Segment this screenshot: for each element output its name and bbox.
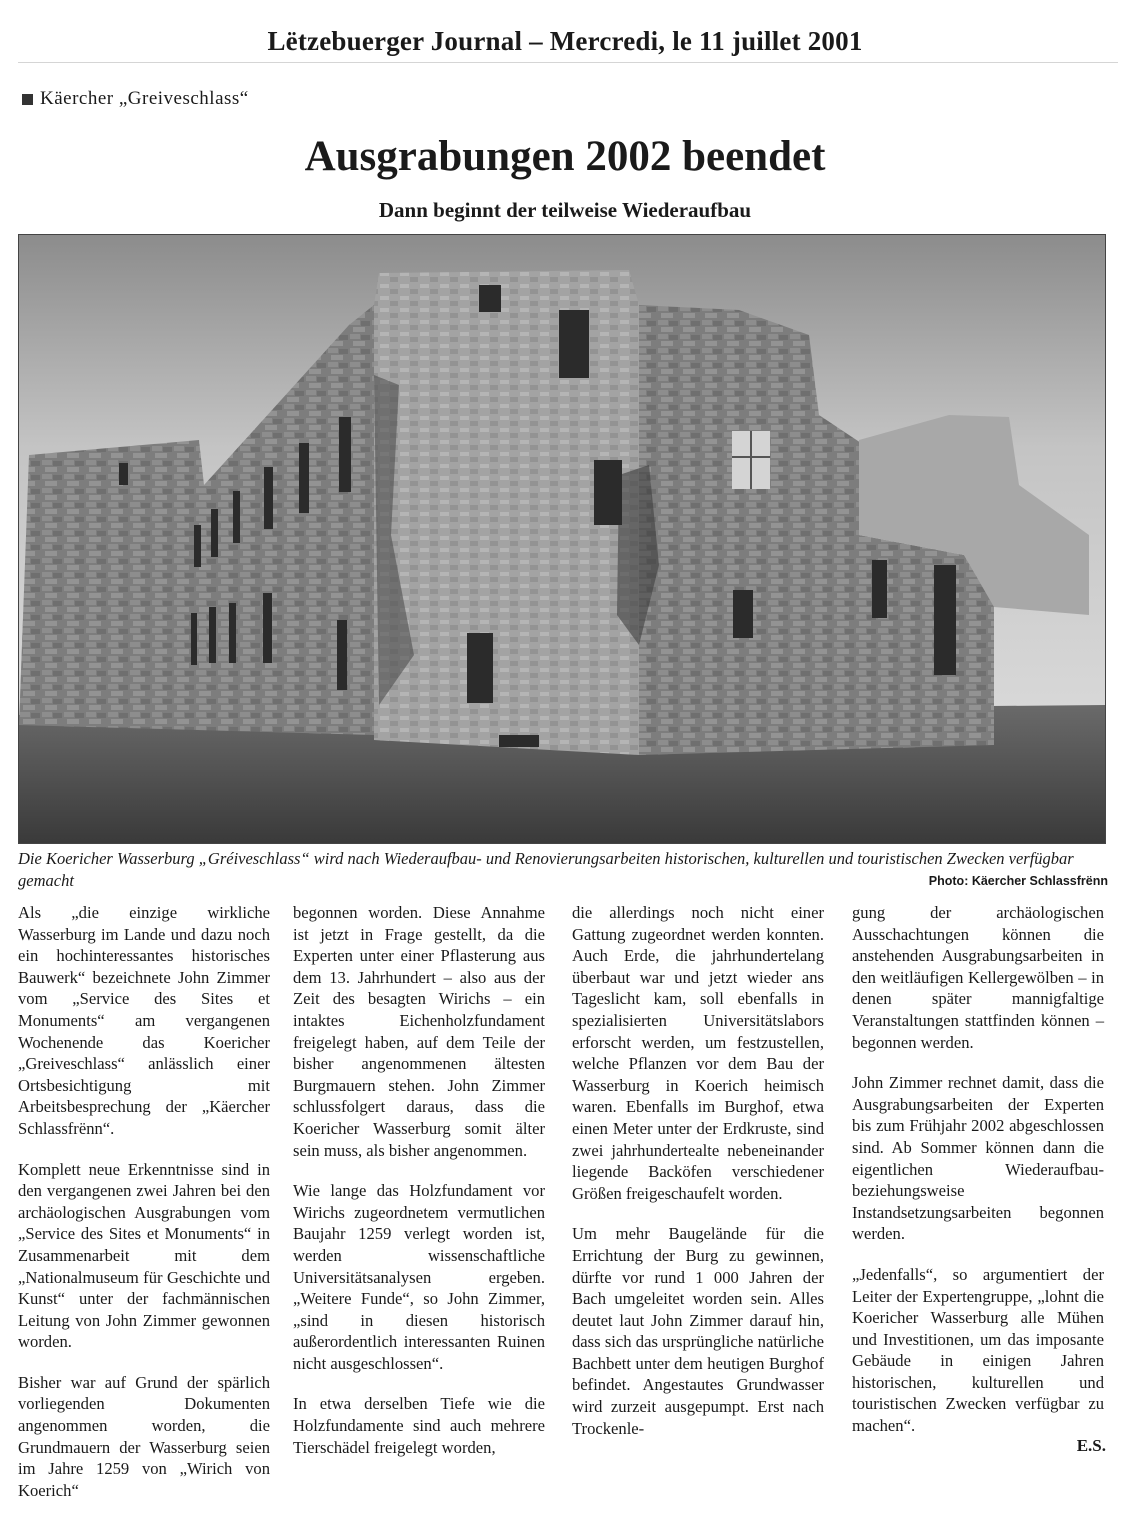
paragraph: Wie lange das Holzfundament vor Wirichs zugeordnetem vermutlichen Baujahr 1259 verlegt worden ist, werden wissenschaftliche Universitätsanalysen ergeben. „Weitere Funde“, so John Zimmer, „sind in diesen historisch außerordentlich interessanten Ruinen nicht ausgeschlossen“.	[293, 1181, 545, 1373]
headline: Ausgrabungen 2002 beendet	[304, 133, 826, 180]
photo-caption: Die Koericher Wasserburg „Gréiveschlass“ wird nach Wiederaufbau- und Renovierungsarbeiten historischen, kulturellen und touristischen Zwecken verfügbar gemacht	[18, 849, 1074, 890]
article-column-2	[293, 902, 545, 1477]
divider	[18, 62, 1118, 63]
paragraph: Bisher war auf Grund der spärlich vorliegenden Dokumenten angenommen worden, die Grundmauern der Wasserburg seien im Jahre 1259 von „Wirich von Koerich“	[18, 1372, 270, 1500]
paragraph: die allerdings noch nicht einer Gattung zugeordnet werden konnten. Auch Erde, die jahrhundertelang überbaut war und jetzt wieder ans Tageslicht kam, soll ebenfalls in spezialisierten Universitätslabors erforscht werden, um festzustellen, welche Pflanzen vor dem Bau der Wasserburg in Koerich heimisch waren. Ebenfalls im Burghof, etwa einen Meter unter der Erdkruste, sind zwei jahrhundertealte nebeneinander liegende Backöfen verschiedener Größen freigeschaufelt worden.	[572, 903, 824, 1203]
masthead: Lëtzebuerger Journal – Mercredi, le 11 juillet 2001	[267, 26, 863, 56]
article-column-4	[852, 902, 1104, 1456]
article-column-3	[572, 902, 824, 1458]
paragraph: „Jedenfalls“, so argumentiert der Leiter der Expertengruppe, „lohnt die Koericher Wasserburg alle Mühen und Investitionen, um das imposante Gebäude in einigen Jahren historischen, kulturellen und touristischen Zwecken verfügbar zu machen“.	[852, 1264, 1104, 1436]
paragraph: Komplett neue Erkenntnisse sind in den vergangenen zwei Jahren bei den archäologischen Ausgrabungen vom „Service des Sites et Monuments“ in Zusammenarbeit mit dem „Nationalmuseum für Geschichte und Kunst“ unter der fachmännischen Leitung von John Zimmer gewonnen worden.	[18, 1159, 270, 1352]
paragraph: gung der archäologischen Ausschachtungen können die anstehenden Ausgrabungsarbeiten in den weitläufigen Kellergewölben – in denen später mannigfaltige Veranstaltungen stattfinden können – begonnen werden.	[852, 903, 1104, 1052]
article-column-1	[18, 902, 270, 1520]
bullet-square-icon	[22, 94, 33, 105]
paragraph: Als „die einzige wirkliche Wasserburg im Lande und dazu noch ein hochinteressantes historisches Bauwerk“ bezeichnete John Zimmer vom „Service des Sites et Monuments“ am vergangenen Wochenende das Koericher „Greiveschlass“ anlässlich einer Ortsbesichtigung mit Arbeitsbesprechung der „Käercher Schlassfrënn“.	[18, 903, 270, 1138]
castle-ruin-photo	[18, 234, 1106, 844]
paragraph: Um mehr Baugelände für die Errichtung der Burg zu gewinnen, dürfte vor rund 1 000 Jahren der Bach umgeleitet worden sein. Alles deutet laut John Zimmer darauf hin, dass sich das ursprüngliche natürliche Bachbett unter dem heutigen Burghof befindet. Angestautes Grundwasser wird zurzeit ausgepumpt. Erst nach Trockenle-	[572, 1224, 824, 1438]
subheadline: Dann beginnt der teilweise Wiederaufbau	[378, 198, 752, 222]
author-signature: E.S.	[1076, 1436, 1106, 1455]
paragraph: John Zimmer rechnet damit, dass die Ausgrabungsarbeiten der Experten bis zum Frühjahr 2002 abgeschlossen sind. Ab Sommer können dann die eigentlichen Wiederaufbau- beziehungsweise Instandsetzungsarbeiten begonnen werden.	[852, 1073, 1104, 1244]
paragraph: In etwa derselben Tiefe wie die Holzfundamente sind auch mehrere Tierschädel freigelegt worden,	[293, 1394, 545, 1457]
photo-credit: Photo: Käercher Schlassfrënn	[928, 874, 1108, 888]
kicker-text: Käercher „Greiveschlass“	[40, 88, 249, 109]
section-kicker	[22, 88, 249, 110]
paragraph: begonnen worden. Diese Annahme ist jetzt in Frage gestellt, da die Experten unter einer Pflasterung aus dem 13. Jahrhundert – also aus der Zeit des besagten Wirichs – ein intaktes Eichenholzfundament freigelegt haben, auf dem Teile der bisher angenommenen ältesten Burgmauern stehen. John Zimmer schlussfolgert daraus, dass die Koericher Wasserburg somit älter sein muss, als bisher angenommen.	[293, 903, 545, 1160]
